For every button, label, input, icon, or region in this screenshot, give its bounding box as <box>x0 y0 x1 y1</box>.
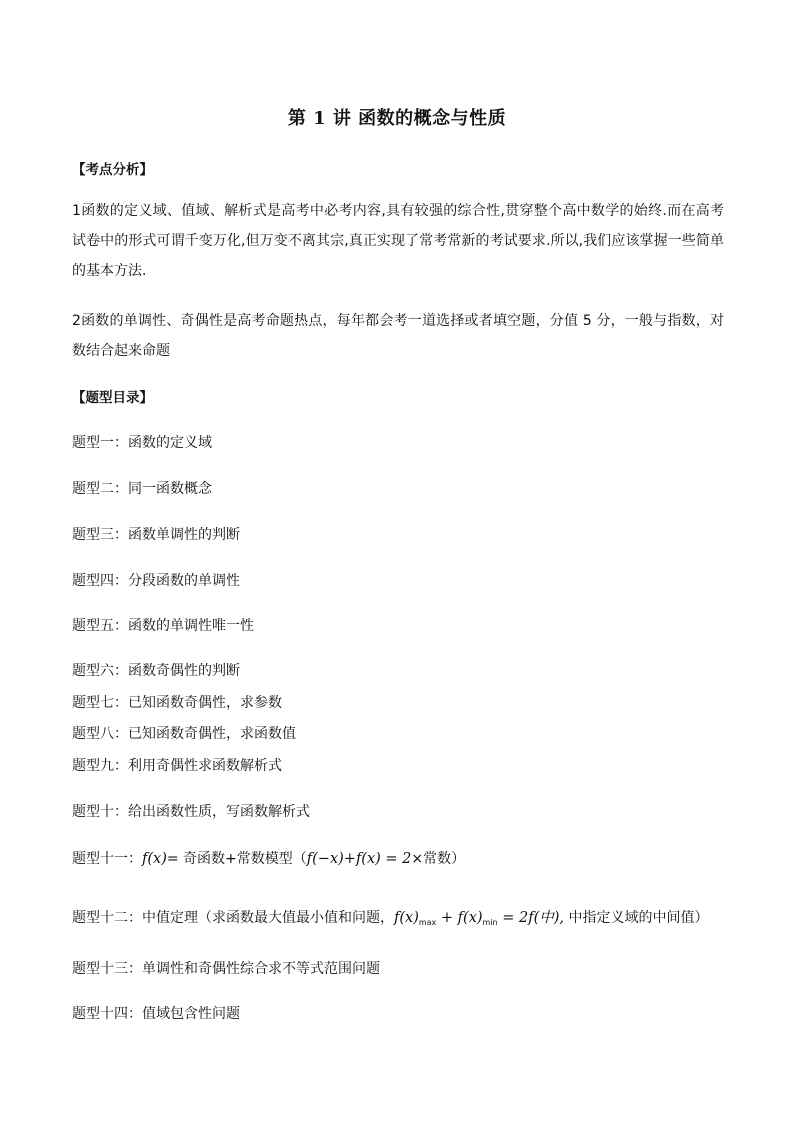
item12-prefix: 题型十二：中值定理（求函数最大值最小值和问题， <box>72 910 394 926</box>
catalog-item: 题型八：已知函数奇偶性，求函数值 <box>72 726 296 742</box>
catalog-heading: 【题型目录】 <box>72 390 153 406</box>
analysis-paragraph-2: 2函数的单调性、奇偶性是高考命题热点，每年都会考一道选择或者填空题，分值 5 分，一般与指数，对数结合起来命题 <box>72 313 724 359</box>
catalog-item-12 <box>72 906 708 927</box>
item12-plus: + <box>436 910 458 926</box>
analysis-paragraph-1: 1函数的定义域、值域、解析式是高考中必考内容,具有较强的综合性,贯穿整个高中数学的始终.而在高考试卷中的形式可谓千变万化,但万变不离其宗,真正实现了常考常新的考试要求.所以,我们应该掌握一些简单的基本方法. <box>72 203 724 279</box>
item11-fx: f(x) <box>142 851 167 867</box>
item12-f-min: f(x) <box>457 910 483 926</box>
page-title: 第 1 讲 函数的概念与性质 <box>287 108 507 129</box>
item12-sub-max: max <box>418 918 437 927</box>
item11-formula: f(−x)+f(x) = 2 <box>306 851 412 867</box>
item11-suffix: ×常数） <box>411 851 466 867</box>
catalog-item: 题型六：函数奇偶性的判断 <box>72 663 240 679</box>
catalog-item-11 <box>72 848 465 868</box>
catalog-item: 题型十四：值域包含性问题 <box>72 1006 240 1022</box>
item12-sub-min: min <box>482 918 498 927</box>
item12-rhs: = 2f(中), <box>497 910 565 926</box>
item11-mid: = 奇函数+常数模型（ <box>166 851 307 867</box>
catalog-item: 题型十三：单调性和奇偶性综合求不等式范围问题 <box>72 961 380 977</box>
item12-suffix: 中指定义域的中间值） <box>564 910 709 926</box>
catalog-item: 题型五：函数的单调性唯一性 <box>72 618 254 634</box>
item12-f-max: f(x) <box>394 910 419 926</box>
catalog-item: 题型七：已知函数奇偶性，求参数 <box>72 695 282 711</box>
catalog-item: 题型三：函数单调性的判断 <box>72 527 240 543</box>
catalog-item: 题型二：同一函数概念 <box>72 481 212 497</box>
catalog-item: 题型九：利用奇偶性求函数解析式 <box>72 758 282 774</box>
analysis-heading: 【考点分析】 <box>72 162 153 178</box>
catalog-item: 题型四：分段函数的单调性 <box>72 573 240 589</box>
item11-prefix: 题型十一： <box>72 851 142 867</box>
catalog-item: 题型十：给出函数性质，写函数解析式 <box>72 804 310 820</box>
catalog-item: 题型一：函数的定义域 <box>72 435 212 451</box>
